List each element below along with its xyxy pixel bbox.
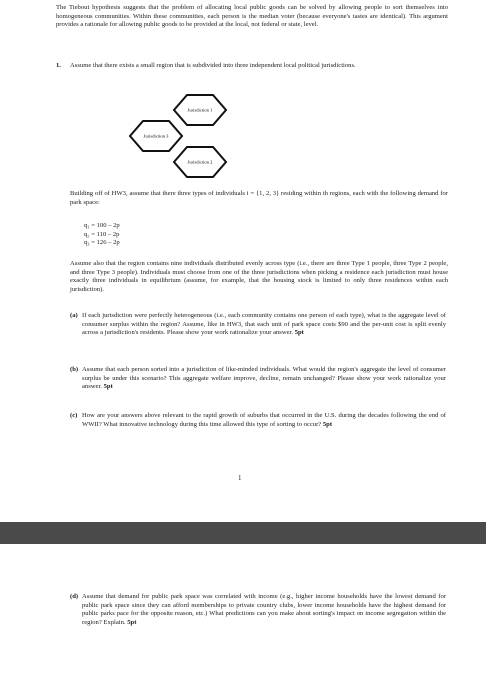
intro-paragraph: The Tiebout hypothesis suggests that the problem of allocating local public goods can be solved by allowing people to sort themselves into homogeneous communities. Within these communities, each person is the median voter (because everyone's tastes are identical). This argument provides a rationale for allowing public goods to be provided at the local, not federal or state, level. <box>56 4 448 29</box>
part-a-label: (a) <box>70 312 78 319</box>
jurisdiction-2-label: Jurisdiction 2 <box>187 159 213 165</box>
jurisdiction-3-label: Jurisdiction 3 <box>143 133 169 139</box>
part-c-body: How are your answers above relevant to the rapid growth of suburbs that occurred in the U.S. during the decades following the end of WWII? What innovative technology during this time allowed this type of sorting to occur? <box>82 412 446 428</box>
part-d-body: Assume that demand for public park space was correlated with income (e.g., higher income households have the lowest demand for public park space since they can afford memberships to private country clubs, lower income households have the highest demand for public parks pace for the opposite reason, etc.) What predictions can you make about sorting's impact on income segregation within the region? Explain. <box>82 593 446 626</box>
part-a-points: 5pt <box>294 329 304 337</box>
part-b-text <box>82 366 446 392</box>
assumption-paragraph: Assume also that the region contains nine individuals distributed evenly across type (i.e., there are three Type 1 people, three Type 2 people, and three Type 3 people). Individuals must choose from one of the three jurisdictions when picking a residence each jurisdiction must house exactly three individuals in equilibrium (assume, for example, that the housing stock is limited to only three residences within each jurisdiction). <box>70 260 448 293</box>
demand-equation-3: q₃ = 126 – 2p <box>84 239 120 247</box>
page-divider <box>0 522 486 544</box>
question-1-text: Assume that there exists a small region that is subdivided into three independent local political jurisdictions. <box>70 62 356 69</box>
part-d-label: (d) <box>70 593 79 600</box>
jurisdiction-diagram <box>120 92 260 178</box>
part-b-points: 5pt <box>103 383 113 391</box>
part-d-points: 5pt <box>127 618 137 626</box>
part-a-body: If each jurisdiction were perfectly heterogeneous (i.e., each community contains one person of each type), what is the aggregate level of consumer surplus within the region? Assume, like in HW3, that each unit of park space costs $90 and the per-unit cost is split evenly across a jurisdiction's residents. Please show your work rationalize your answer. <box>82 312 446 337</box>
part-c-points: 5pt <box>322 420 333 428</box>
demand-equation-1: q₁ = 100 – 2p <box>84 222 120 229</box>
demand-equation-2: q₂ = 110 – 2p <box>84 230 120 238</box>
part-b-label: (b) <box>70 366 79 373</box>
part-c-text <box>82 412 446 429</box>
question-1-number: 1. <box>56 62 61 69</box>
jurisdiction-1-label: Jurisdiction 1 <box>187 107 213 113</box>
building-paragraph: Building off of HW3, assume that there three types of individuals i = {1, 2, 3} residing within th regions, each with the following demand for park space: <box>70 190 448 206</box>
part-b-body: Assume that each person sorted into a jurisdiction of like-minded individuals. What would the region's aggregate the level of consumer surplus be under this scenario? This aggregate welfare improve, decline, remain unchanged? Please show your work rationalize your answer. <box>82 366 446 391</box>
demand-equations <box>84 222 120 248</box>
page-number: 1 <box>238 474 242 482</box>
part-a-text <box>82 312 446 338</box>
part-d-text <box>82 593 446 627</box>
part-c-label: (c) <box>70 412 78 419</box>
